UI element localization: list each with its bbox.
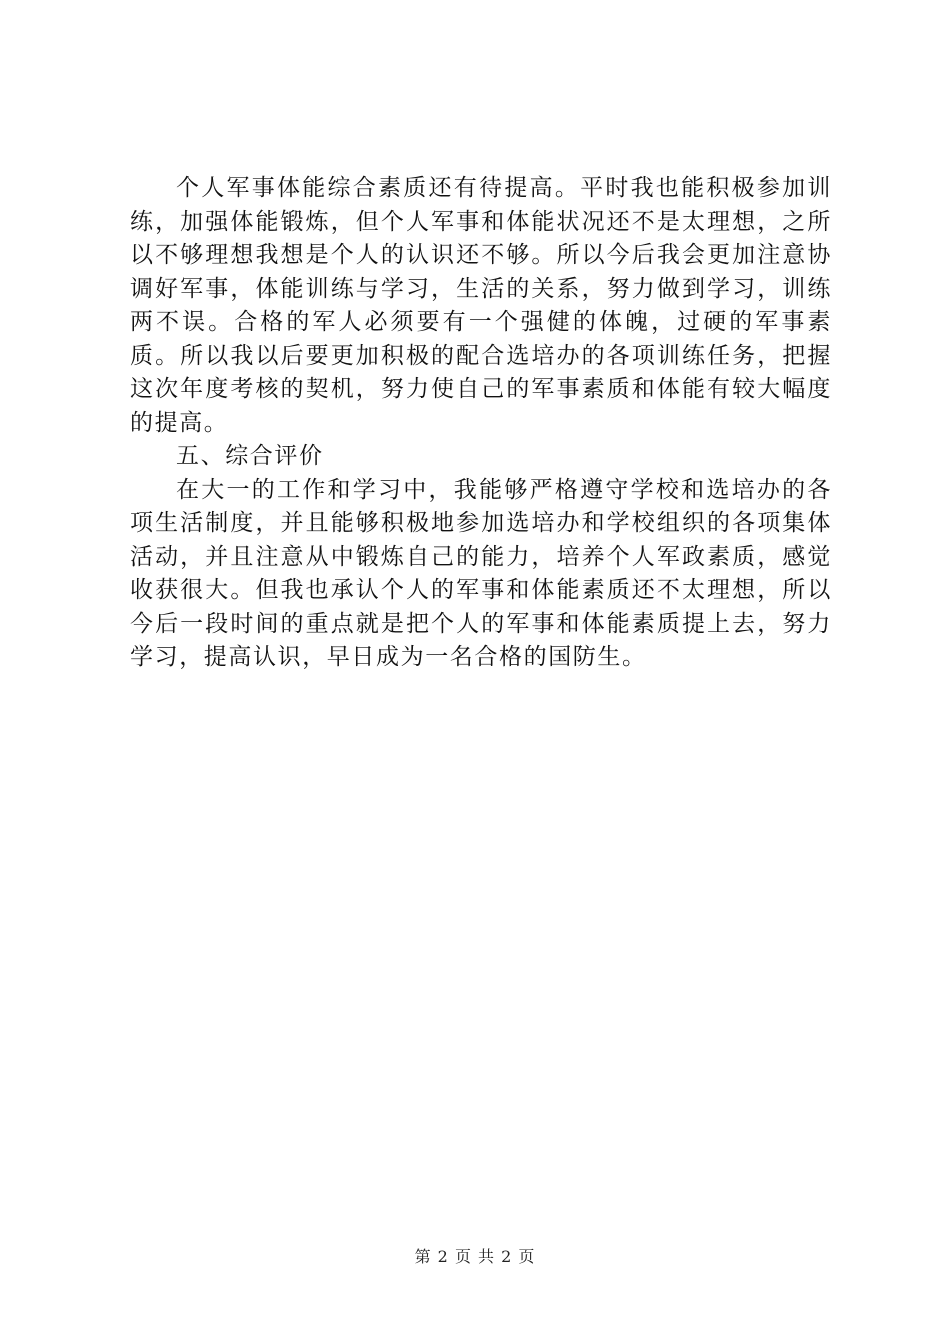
section-heading-overall-evaluation: 五、综合评价 <box>176 443 324 469</box>
paragraph-overall-evaluation: 在大一的工作和学习中，我能够严格遵守学校和选培办的各项生活制度，并且能够积极地参加选培办和学校组织的各项集体活动，并且注意从中锻炼自己的能力，培养个人军政素质，感觉收获很大。但我也承认个人的军事和体能素质还不太理想，所以今后一段时间的重点就是把个人的军事和体能素质提上去，努力学习，提高认识，早日成为一名合格的国防生。 <box>130 476 832 670</box>
document-body <box>130 172 832 675</box>
paragraph-military-fitness: 个人军事体能综合素质还有待提高。平时我也能积极参加训练，加强体能锻炼，但个人军事和体能状况还不是太理想，之所以不够理想我想是个人的认识还不够。所以今后我会更加注意协调好军事，体能训练与学习，生活的关系，努力做到学习，训练两不误。合格的军人必须要有一个强健的体魄，过硬的军事素质。所以我以后要更加积极的配合选培办的各项训练任务，把握这次年度考核的契机，努力使自己的军事素质和体能有较大幅度的提高。 <box>130 175 832 436</box>
page-number-footer: 第 2 页 共 2 页 <box>414 1247 536 1266</box>
